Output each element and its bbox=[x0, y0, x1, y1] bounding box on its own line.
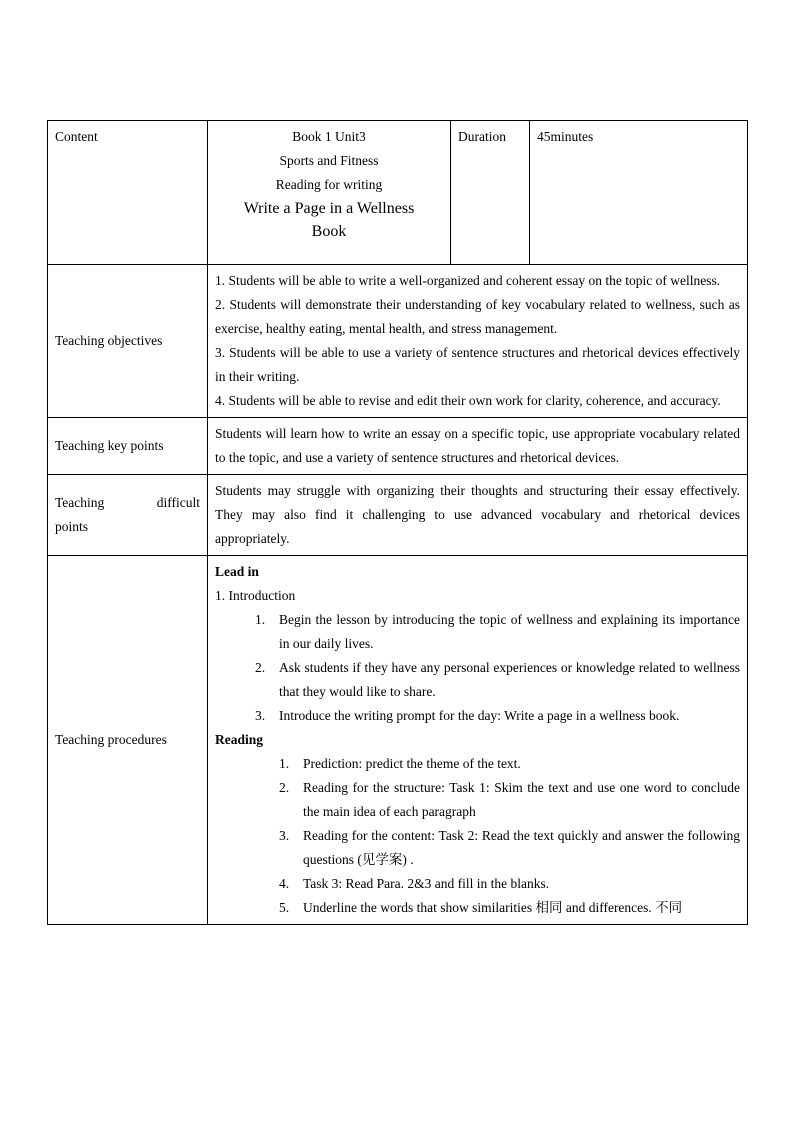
list-number: 3. bbox=[255, 708, 266, 723]
list-number: 5. bbox=[279, 900, 290, 915]
content-title-line-2: Book bbox=[311, 223, 347, 240]
content-cell bbox=[208, 121, 451, 265]
objective-item: 2. Students will demonstrate their understanding of key vocabulary related to wellness, such as exercise, healthy eating, mental health, and stress management. bbox=[215, 297, 740, 336]
list-text: Prediction: predict the theme of the text. bbox=[303, 756, 521, 771]
list-text: Begin the lesson by introducing the topic of wellness and explaining its importance in our daily lives. bbox=[279, 612, 740, 651]
list-item bbox=[215, 704, 740, 728]
key-points-row bbox=[48, 418, 748, 475]
list-item bbox=[215, 752, 740, 776]
duration-label: Duration bbox=[451, 121, 530, 265]
list-item bbox=[215, 824, 740, 872]
list-item bbox=[215, 656, 740, 704]
objectives-cell bbox=[208, 265, 748, 418]
content-label: Content bbox=[48, 121, 208, 265]
list-text: Task 3: Read Para. 2&3 and fill in the blanks. bbox=[303, 876, 550, 891]
difficult-points-text: Students may struggle with organizing their thoughts and structuring their essay effectively. They may also find it challenging to use advanced vocabulary and rhetorical devices appropriately. bbox=[208, 475, 748, 556]
key-points-text: Students will learn how to write an essay on a specific topic, use appropriate vocabulary related to the topic, and use a variety of sentence structures and rhetorical devices. bbox=[208, 418, 748, 475]
objectives-label: Teaching objectives bbox=[48, 265, 208, 418]
content-title-line-1: Write a Page in a Wellness bbox=[243, 200, 415, 217]
duration-value: 45minutes bbox=[530, 121, 748, 265]
objective-item: 3. Students will be able to use a variety of sentence structures and rhetorical devices effectively in their writing. bbox=[215, 345, 740, 384]
list-text: Reading for the structure: Task 1: Skim the text and use one word to conclude the main idea of each paragraph bbox=[303, 780, 740, 819]
procedures-cell bbox=[208, 556, 748, 925]
list-number: 1. bbox=[255, 612, 266, 627]
content-type: Reading for writing bbox=[275, 177, 383, 192]
content-unit: Sports and Fitness bbox=[279, 153, 379, 168]
list-item bbox=[215, 608, 740, 656]
intro-heading: 1. Introduction bbox=[215, 588, 296, 603]
objective-item: 1. Students will be able to write a well-organized and coherent essay on the topic of wellness. bbox=[215, 273, 721, 288]
list-number: 2. bbox=[255, 660, 266, 675]
list-number: 1. bbox=[279, 756, 290, 771]
list-number: 3. bbox=[279, 828, 290, 843]
objective-item: 4. Students will be able to revise and edit their own work for clarity, coherence, and accuracy. bbox=[215, 393, 721, 408]
difficult-label-word-1: Teaching bbox=[55, 495, 105, 510]
list-text: Ask students if they have any personal experiences or knowledge related to wellness that they would like to share. bbox=[279, 660, 740, 699]
intro-steps-list bbox=[215, 608, 740, 728]
list-text: Introduce the writing prompt for the day: Write a page in a wellness book. bbox=[279, 708, 680, 723]
content-book: Book 1 Unit3 bbox=[292, 129, 366, 144]
list-text: Underline the words that show similarities 相同 and differences. 不同 bbox=[303, 900, 683, 915]
list-number: 2. bbox=[279, 780, 290, 795]
reading-heading: Reading bbox=[215, 732, 264, 747]
list-number: 4. bbox=[279, 876, 290, 891]
lead-in-heading: Lead in bbox=[215, 564, 259, 579]
difficult-label-word-3: points bbox=[55, 519, 89, 534]
list-item bbox=[215, 776, 740, 824]
objectives-row bbox=[48, 265, 748, 418]
content-row bbox=[48, 121, 748, 265]
key-points-label: Teaching key points bbox=[48, 418, 208, 475]
difficult-points-row bbox=[48, 475, 748, 556]
reading-steps-list bbox=[215, 752, 740, 920]
list-text: Reading for the content: Task 2: Read the text quickly and answer the following questions (见学案) . bbox=[303, 828, 740, 867]
procedures-row bbox=[48, 556, 748, 925]
difficult-points-label bbox=[48, 475, 208, 556]
difficult-label-word-2: difficult bbox=[156, 495, 200, 510]
lesson-plan-table bbox=[47, 120, 748, 925]
list-item bbox=[215, 896, 740, 920]
procedures-label: Teaching procedures bbox=[48, 556, 208, 925]
list-item bbox=[215, 872, 740, 896]
